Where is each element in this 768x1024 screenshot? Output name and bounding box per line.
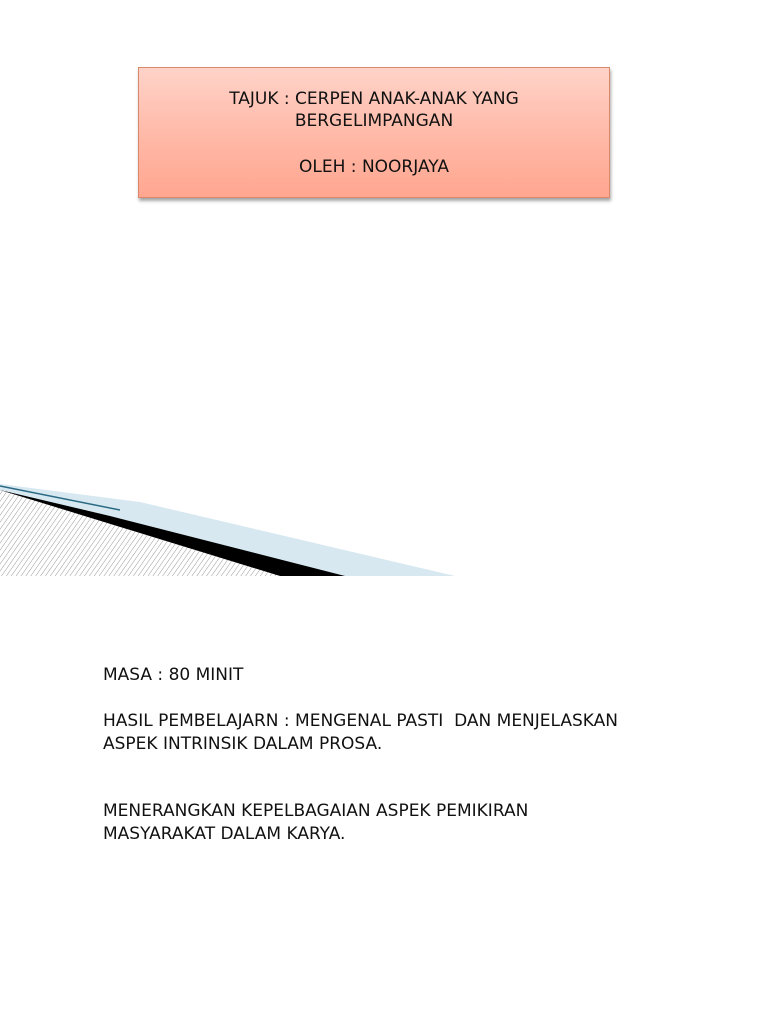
hasil-line-2: ASPEK INTRINSIK DALAM PROSA. bbox=[103, 734, 383, 754]
title-line-2: BERGELIMPANGAN bbox=[294, 111, 454, 131]
title-line-1: TAJUK : CERPEN ANAK-ANAK YANG bbox=[229, 89, 519, 109]
hasil-block bbox=[103, 710, 703, 756]
menerangkan-line-2: MASYARAKAT DALAM KARYA. bbox=[103, 824, 346, 844]
menerangkan-line-1: MENERANGKAN KEPELBAGAIAN ASPEK PEMIKIRAN bbox=[103, 801, 529, 821]
hasil-line-1: HASIL PEMBELAJARN : MENGENAL PASTI DAN MENJELASKAN bbox=[103, 711, 619, 731]
menerangkan-block bbox=[103, 800, 703, 846]
lesson-content bbox=[103, 664, 703, 846]
slide-divider-swoosh bbox=[0, 480, 768, 576]
title-gap bbox=[139, 132, 609, 156]
author-line: OLEH : NOORJAYA bbox=[299, 157, 449, 177]
masa-text: MASA : 80 MINIT bbox=[103, 665, 244, 685]
title-box bbox=[138, 67, 610, 198]
